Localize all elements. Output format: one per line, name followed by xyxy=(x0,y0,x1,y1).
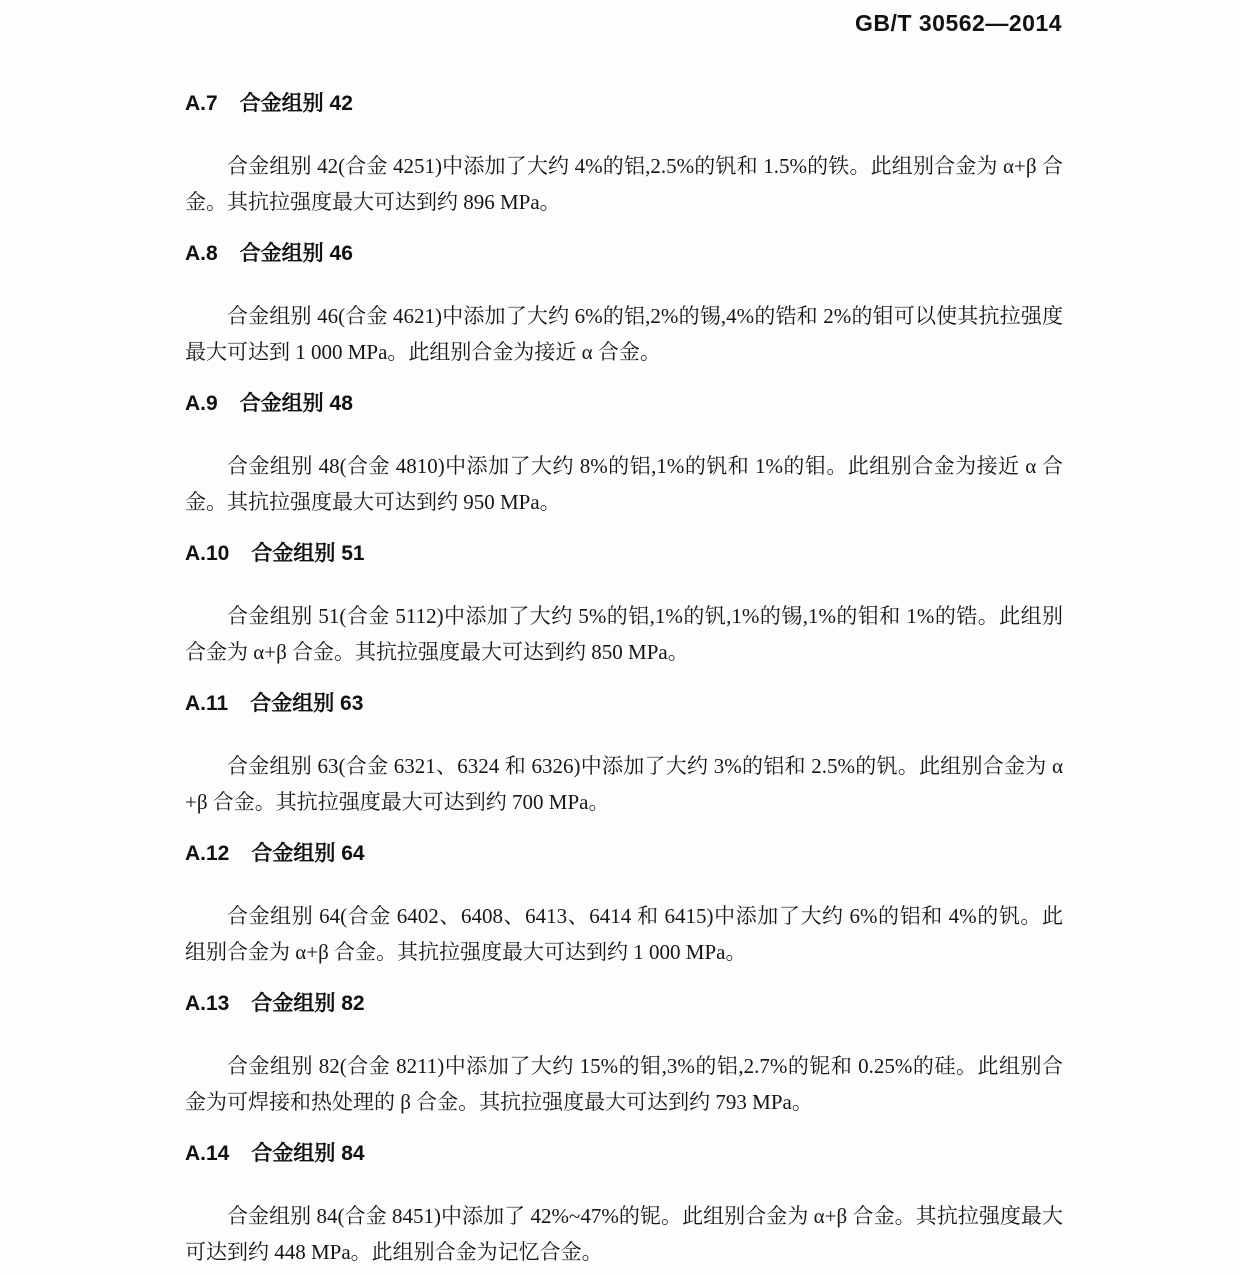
section-heading xyxy=(185,992,1063,1016)
section-heading xyxy=(185,1142,1063,1166)
section-paragraph: 合金组别 63(合金 6321、6324 和 6326)中添加了大约 3%的铝和 2.5%的钒。此组别合金为 α+β 合金。其抗拉强度最大可达到约 700 MPa。 xyxy=(185,754,1063,814)
section-heading xyxy=(185,692,1063,716)
section-heading xyxy=(185,542,1063,566)
section-a7 xyxy=(185,92,1063,220)
section-paragraph: 合金组别 46(合金 4621)中添加了大约 6%的铝,2%的锡,4%的锆和 2%的钼可以使其抗拉强度最大可达到 1 000 MPa。此组别合金为接近 α 合金。 xyxy=(185,304,1063,364)
section-paragraph: 合金组别 64(合金 6402、6408、6413、6414 和 6415)中添加了大约 6%的铝和 4%的钒。此组别合金为 α+β 合金。其抗拉强度最大可达到约 1 000 MPa。 xyxy=(185,904,1063,964)
section-a8 xyxy=(185,242,1063,370)
section-heading xyxy=(185,392,1063,416)
section-title: 合金组别 82 xyxy=(251,992,365,1015)
section-title: 合金组别 51 xyxy=(251,542,365,565)
section-number: A.13 xyxy=(185,992,230,1015)
section-title: 合金组别 64 xyxy=(251,842,365,865)
section-heading xyxy=(185,92,1063,116)
section-number: A.8 xyxy=(185,242,218,265)
section-title: 合金组别 46 xyxy=(239,242,353,265)
section-heading xyxy=(185,842,1063,866)
section-paragraph: 合金组别 42(合金 4251)中添加了大约 4%的铝,2.5%的钒和 1.5%的铁。此组别合金为 α+β 合金。其抗拉强度最大可达到约 896 MPa。 xyxy=(185,154,1063,214)
section-number: A.14 xyxy=(185,1142,230,1165)
section-a13 xyxy=(185,992,1063,1120)
section-a12 xyxy=(185,842,1063,970)
section-title: 合金组别 48 xyxy=(239,392,353,415)
section-number: A.10 xyxy=(185,542,230,565)
document-content xyxy=(185,92,1063,1275)
section-title: 合金组别 63 xyxy=(250,692,364,715)
section-title: 合金组别 84 xyxy=(251,1142,365,1165)
section-number: A.7 xyxy=(185,92,218,115)
section-number: A.9 xyxy=(185,392,218,415)
section-heading xyxy=(185,242,1063,266)
section-paragraph: 合金组别 51(合金 5112)中添加了大约 5%的铝,1%的钒,1%的锡,1%的钼和 1%的锆。此组别合金为 α+β 合金。其抗拉强度最大可达到约 850 MPa。 xyxy=(185,604,1063,664)
section-title: 合金组别 42 xyxy=(239,92,353,115)
section-a9 xyxy=(185,392,1063,520)
section-paragraph: 合金组别 82(合金 8211)中添加了大约 15%的钼,3%的铝,2.7%的铌和 0.25%的硅。此组别合金为可焊接和热处理的 β 合金。其抗拉强度最大可达到约 793 MPa。 xyxy=(185,1054,1063,1114)
section-a10 xyxy=(185,542,1063,670)
section-number: A.12 xyxy=(185,842,230,865)
standard-number-header: GB/T 30562—2014 xyxy=(855,10,1062,36)
section-paragraph: 合金组别 84(合金 8451)中添加了 42%~47%的铌。此组别合金为 α+β 合金。其抗拉强度最大可达到约 448 MPa。此组别合金为记忆合金。 xyxy=(185,1204,1063,1264)
section-a14 xyxy=(185,1142,1063,1270)
section-number: A.11 xyxy=(185,692,229,715)
section-a11 xyxy=(185,692,1063,820)
section-paragraph: 合金组别 48(合金 4810)中添加了大约 8%的铝,1%的钒和 1%的钼。此组别合金为接近 α 合金。其抗拉强度最大可达到约 950 MPa。 xyxy=(185,454,1063,514)
